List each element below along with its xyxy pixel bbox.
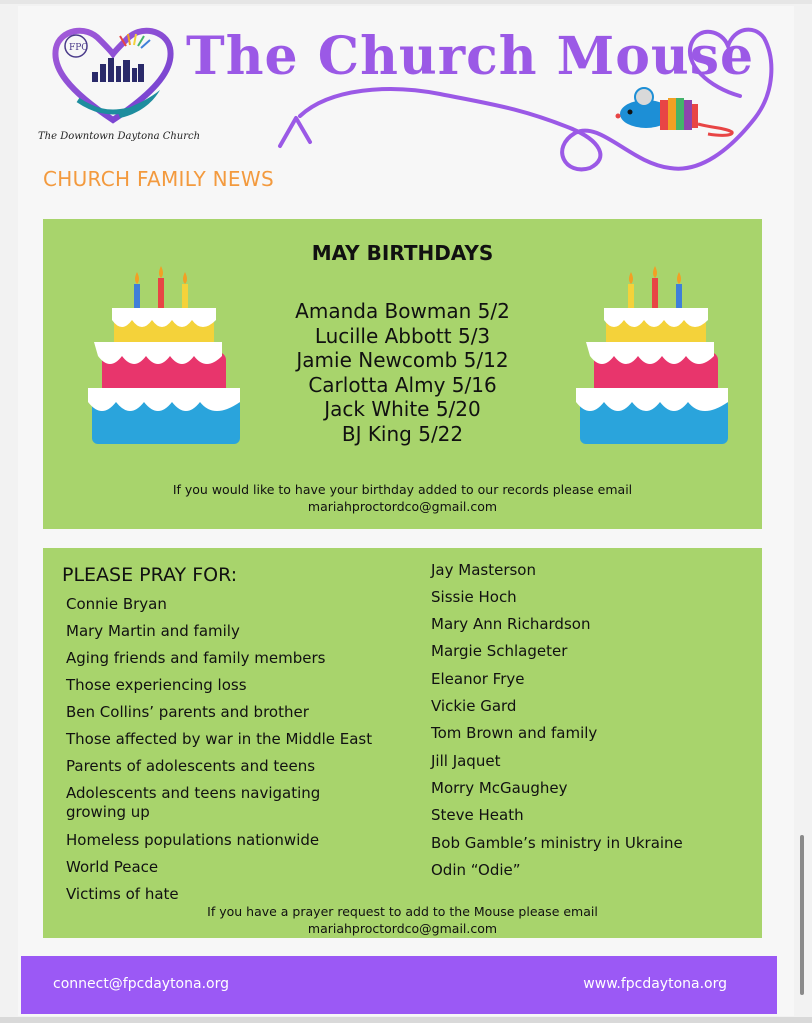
list-item: World Peace bbox=[66, 858, 159, 876]
newsletter-title: The Church Mouse bbox=[186, 26, 755, 87]
list-item: Those experiencing loss bbox=[66, 676, 247, 694]
list-item: Parents of adolescents and teens bbox=[66, 757, 316, 775]
birthday-note bbox=[43, 481, 762, 515]
list-item: Bob Gamble’s ministry in Ukraine bbox=[431, 834, 683, 852]
prayer-note bbox=[43, 903, 762, 937]
list-item: Tom Brown and family bbox=[431, 724, 598, 742]
list-item: Carlotta Almy 5/16 bbox=[308, 372, 497, 397]
list-item: Connie Bryan bbox=[66, 595, 167, 613]
list-item: Adolescents and teens navigating bbox=[66, 784, 321, 802]
list-item: Amanda Bowman 5/2 bbox=[295, 299, 510, 323]
list-item: Jack White 5/20 bbox=[324, 397, 481, 421]
list-item: Victims of hate bbox=[66, 885, 179, 903]
list-item: Those affected by war in the Middle East bbox=[66, 730, 373, 748]
list-item: Steve Heath bbox=[431, 806, 524, 824]
list-item: Sissie Hoch bbox=[431, 588, 517, 606]
birthdays-title: MAY BIRTHDAYS bbox=[311, 241, 494, 265]
section-heading: CHURCH FAMILY NEWS bbox=[43, 167, 274, 191]
bottom-border bbox=[0, 1017, 812, 1023]
prayer-note-email: mariahproctordco@gmail.com bbox=[307, 921, 498, 936]
logo-caption: The Downtown Daytona Church bbox=[38, 131, 201, 142]
list-item: BJ King 5/22 bbox=[341, 421, 464, 446]
list-item: Margie Schlageter bbox=[431, 642, 568, 660]
birthday-note-email: mariahproctordco@gmail.com bbox=[307, 499, 498, 514]
list-item: Homeless populations nationwide bbox=[66, 831, 320, 849]
mouse-icon bbox=[608, 84, 748, 144]
logo-initials: FPC bbox=[69, 43, 89, 53]
list-item: Lucille Abbott 5/3 bbox=[314, 323, 491, 348]
list-item: Vickie Gard bbox=[431, 697, 517, 715]
list-item: Odin “Odie” bbox=[431, 861, 521, 879]
list-item: Jay Masterson bbox=[431, 561, 536, 579]
prayer-note-text: If you have a prayer request to add to the Mouse please email bbox=[207, 904, 598, 919]
birthdays-panel bbox=[43, 219, 762, 529]
list-item: Ben Collins’ parents and brother bbox=[66, 703, 309, 721]
list-item: Morry McGaughey bbox=[431, 779, 568, 797]
prayer-panel bbox=[43, 548, 762, 938]
list-item: Jamie Newcomb 5/12 bbox=[296, 348, 509, 372]
birthday-cake-icon bbox=[568, 244, 733, 449]
footer-website-link[interactable]: www.fpcdaytona.org bbox=[583, 976, 727, 992]
top-border bbox=[0, 0, 812, 4]
birthday-note-text: If you would like to have your birthday added to our records please email bbox=[172, 482, 633, 497]
prayer-title: PLEASE PRAY FOR: bbox=[62, 564, 238, 586]
footer-email-link[interactable]: connect@fpcdaytona.org bbox=[53, 976, 229, 992]
list-item: Mary Martin and family bbox=[66, 622, 240, 640]
footer-bar bbox=[21, 956, 777, 1014]
church-logo bbox=[48, 20, 178, 132]
scrollbar[interactable] bbox=[800, 835, 804, 995]
list-item: growing up bbox=[66, 803, 150, 821]
list-item: Aging friends and family members bbox=[66, 649, 326, 667]
list-item: Jill Jaquet bbox=[431, 752, 501, 770]
list-item: Mary Ann Richardson bbox=[431, 615, 591, 633]
list-item: Eleanor Frye bbox=[431, 670, 525, 688]
